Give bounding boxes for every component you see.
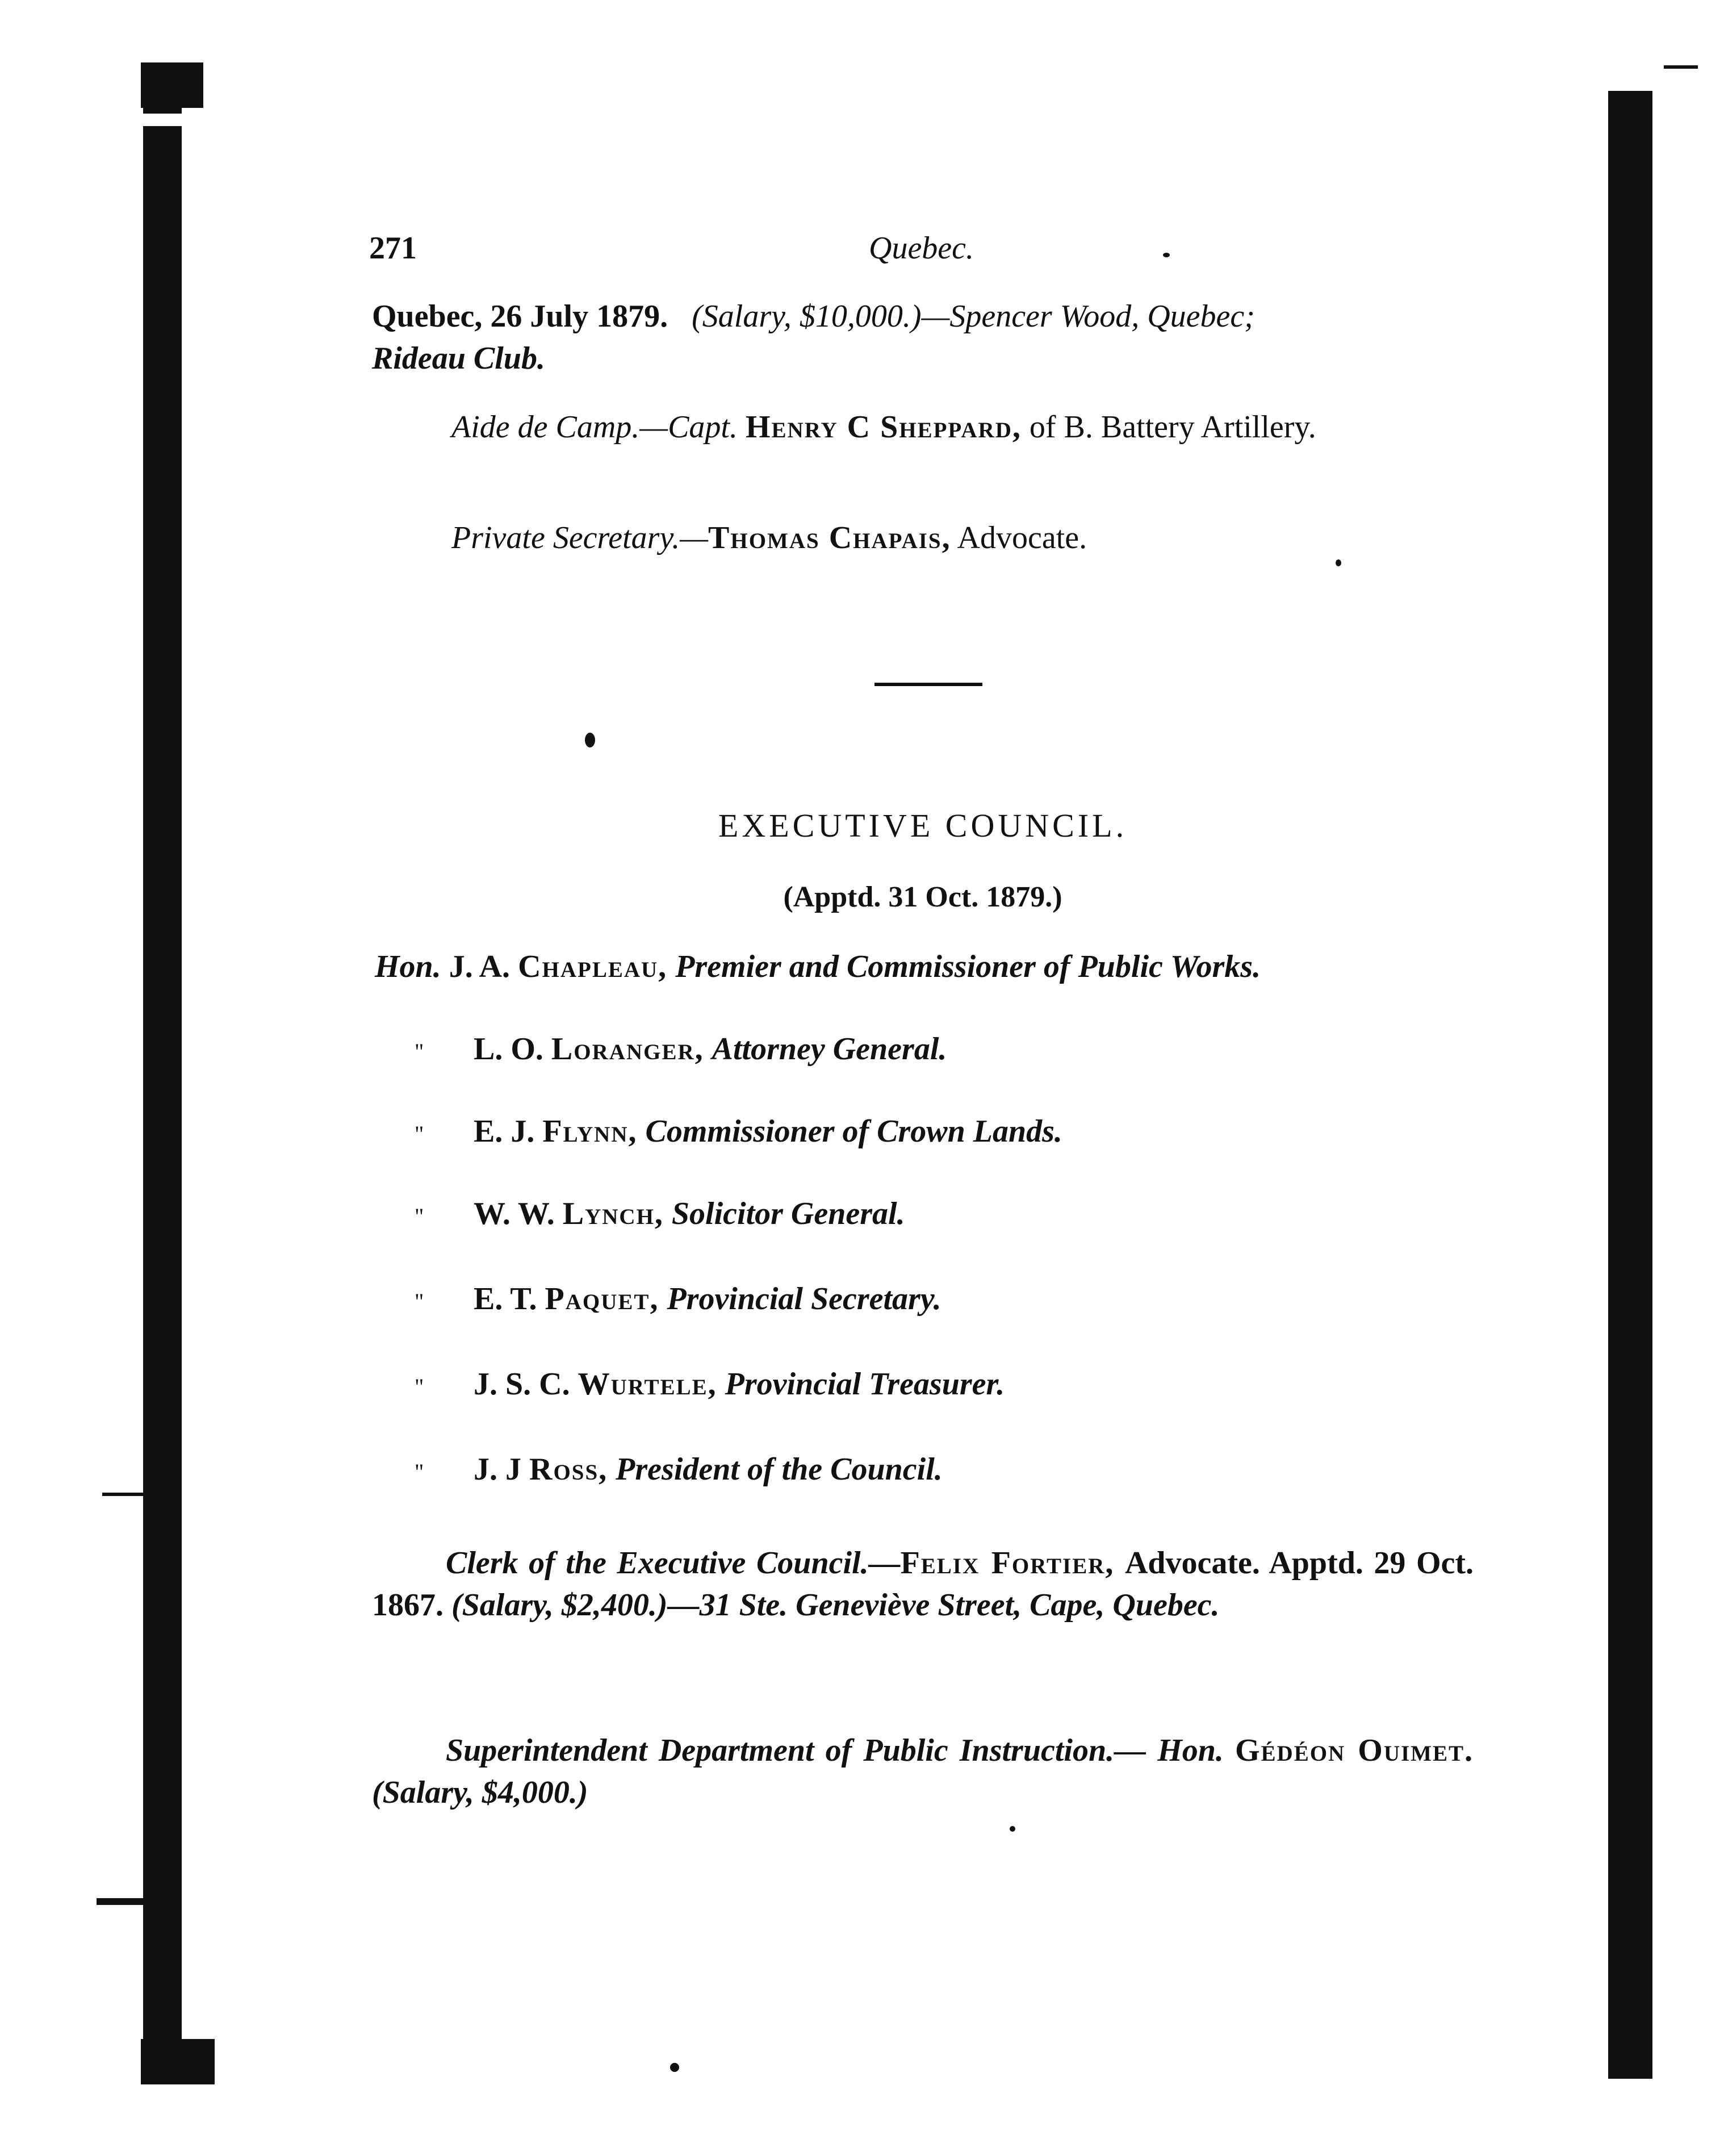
ink-speck xyxy=(670,2063,679,2072)
running-head xyxy=(369,230,1476,270)
left-binding-edge xyxy=(143,62,182,2079)
council-member xyxy=(415,1196,1493,1232)
member-surname: Flynn, xyxy=(542,1114,638,1149)
aide-unit: of B. Battery Artillery. xyxy=(1029,410,1316,445)
council-title: EXECUTIVE COUNCIL. xyxy=(718,807,1128,844)
superintendent-name: Gédéon Ouimet. xyxy=(1235,1733,1474,1768)
member-office: Attorney General. xyxy=(712,1031,947,1067)
secretary-role: Private Secretary.— xyxy=(451,520,709,555)
edge-mark xyxy=(102,1493,145,1496)
club-text: Rideau Club. xyxy=(372,341,545,376)
council-member xyxy=(415,1281,1493,1317)
edge-mark xyxy=(97,1898,148,1905)
member-initials: E. T. xyxy=(474,1281,537,1317)
appointment-date: Quebec, 26 July 1879. xyxy=(372,299,668,334)
clerk-entry xyxy=(372,1542,1474,1626)
ditto-mark: " xyxy=(415,1459,424,1485)
secretary-occupation: Advocate. xyxy=(957,520,1087,555)
ink-speck xyxy=(585,733,595,747)
member-office: Premier and Commissioner of Public Works. xyxy=(675,949,1261,984)
edge-mark xyxy=(1664,65,1698,69)
member-surname: Paquet, xyxy=(545,1281,659,1317)
council-member xyxy=(415,1113,1493,1150)
aide-name: Henry C Sheppard, xyxy=(745,410,1022,445)
private-secretary-entry xyxy=(372,517,1474,559)
ditto-mark: " xyxy=(415,1374,424,1399)
council-appointed-date: (Apptd. 31 Oct. 1879.) xyxy=(783,881,1062,913)
clerk-salary: (Salary, $2,400.) xyxy=(451,1587,668,1623)
council-member xyxy=(415,1451,1493,1488)
member-office: Provincial Treasurer. xyxy=(725,1367,1005,1402)
council-member xyxy=(415,1031,1493,1067)
ditto-mark: " xyxy=(415,1121,424,1147)
member-surname: Chapleau, xyxy=(518,949,668,984)
left-edge-cap xyxy=(141,62,203,108)
member-initials: J. J xyxy=(474,1452,521,1487)
member-office: President of the Council. xyxy=(616,1452,943,1487)
page-number: 271 xyxy=(369,231,417,266)
member-initials: W. W. xyxy=(474,1196,555,1231)
superintendent-salary: (Salary, $4,000.) xyxy=(372,1775,588,1810)
governor-entry-continuation xyxy=(372,295,1474,379)
ink-speck xyxy=(1336,559,1341,566)
ditto-mark: " xyxy=(415,1039,424,1064)
left-edge-foot xyxy=(141,2039,215,2084)
superintendent-role: Superintendent Department of Public Instruction.— xyxy=(446,1733,1146,1768)
clerk-address: —31 Ste. Geneviève Street, Cape, Quebec. xyxy=(667,1587,1220,1623)
left-edge-notch xyxy=(143,114,182,126)
member-surname: Wurtele, xyxy=(578,1367,717,1402)
section-rule xyxy=(874,683,982,686)
member-surname: Ross, xyxy=(529,1452,608,1487)
secretary-name: Thomas Chapais, xyxy=(708,520,951,555)
salary-text: (Salary, $10,000.) xyxy=(692,299,922,334)
ditto-mark: " xyxy=(415,1289,424,1314)
clerk-name: Felix Fortier, xyxy=(900,1545,1115,1581)
running-title: Quebec. xyxy=(869,231,974,266)
council-member xyxy=(375,949,1454,985)
clerk-role: Clerk of the Executive Council.— xyxy=(446,1545,901,1581)
clerk-appointment: Advocate. Apptd. 29 Oct. 1867. xyxy=(372,1545,1474,1623)
member-initials: E. J. xyxy=(474,1114,535,1149)
residence-text: —Spencer Wood, Quebec; xyxy=(921,299,1255,334)
council-member xyxy=(415,1366,1493,1402)
member-surname: Loranger, xyxy=(551,1031,704,1067)
aide-role: Aide de Camp.—Capt. xyxy=(451,410,738,445)
member-surname: Lynch, xyxy=(562,1196,664,1231)
right-binding-edge xyxy=(1608,91,1652,2079)
ditto-mark: " xyxy=(415,1204,424,1229)
member-office: Commissioner of Crown Lands. xyxy=(645,1114,1062,1149)
superintendent-title: Hon. xyxy=(1157,1733,1224,1768)
member-prefix: Hon. xyxy=(375,949,441,984)
member-initials: L. O. xyxy=(474,1031,543,1067)
member-initials: J. S. C. xyxy=(474,1367,570,1402)
member-office: Provincial Secretary. xyxy=(667,1281,941,1317)
member-initials: J. A. xyxy=(449,949,510,984)
ink-speck xyxy=(1010,1826,1015,1832)
aide-de-camp-entry xyxy=(372,406,1474,448)
superintendent-entry xyxy=(372,1729,1474,1814)
member-office: Solicitor General. xyxy=(671,1196,905,1231)
